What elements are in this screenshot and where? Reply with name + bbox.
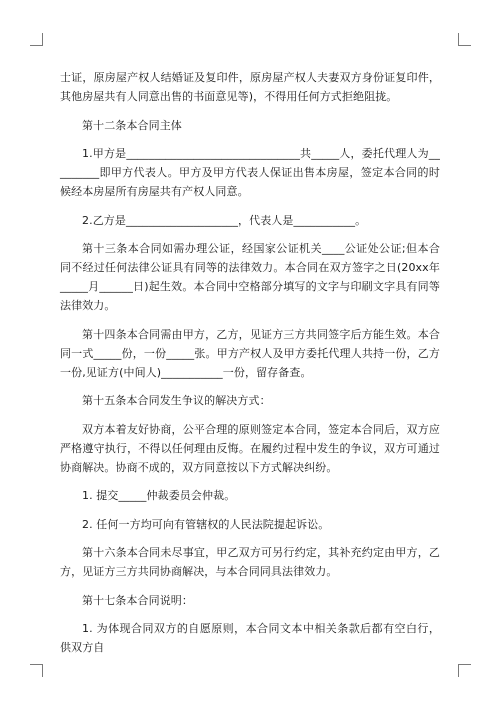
party-b-clause: 2.乙方是____________________，代表人是___________。 [82, 213, 367, 227]
arbitration-option: 1. 提交_____仲裁委员会仲裁。 [82, 489, 236, 502]
article-17-item-1: 1. 为体现合同双方的自愿原则，本合同文本中相关条款后都有空白行，供双方自 [60, 622, 440, 654]
paragraph-continuation: 士证，原房屋产权人结婚证及复印件，原房屋产权人夫妻双方身份证复印件，其他房屋共有人同意出售的书面意见等)，不得用任何方式拒绝阻拢。 [60, 71, 440, 103]
document-body [60, 68, 440, 667]
litigation-option: 2. 任何一方均可向有管辖权的人民法院提起诉讼。 [82, 517, 330, 531]
crop-mark-bottom-left [30, 664, 43, 677]
article-14: 第十四条本合同需由甲方，乙方，见证方三方共同签字后方能生效。本合同一式_____份，一份_____张。甲方产权人及甲方委托代理人共持一份，乙方一份,见证方(中间人)___________一份，留存备查。 [60, 327, 440, 379]
article-16: 第十六条本合同未尽事宜，甲乙双方可另行约定，其补充约定由甲方，乙方，见证方三方共同协商解决，与本合同同具法律效力。 [60, 546, 440, 578]
crop-mark-top-left [30, 33, 43, 46]
article-17-heading: 第十七条本合同说明： [82, 593, 193, 607]
party-a-clause: 1.甲方是_______________________________共_____人，委托代理人为_________即甲方代表人。甲方及甲方代表人保证出售本房屋，签定本合同的时候经本房屋所有房屋共有产权人同意。 [60, 147, 440, 198]
crop-mark-bottom-right [458, 664, 471, 677]
dispute-resolution-text: 双方本着友好协商，公平合理的原则签定本合同，签定本合同后，双方应严格遵守执行，不得以任何理由反悔。在履约过程中发生的争议，双方可通过协商解决。协商不成的，双方同意按以下方式解决纠纷。 [60, 422, 440, 474]
article-12-heading: 第十二条本合同主体 [82, 118, 182, 132]
crop-mark-top-right [458, 33, 471, 46]
article-13: 第十三条本合同如需办理公证，经国家公证机关____公证处公证;但本合同不经过任何法律公证具有同等的法律效力。本合同在双方签字之日(20xx年_____月______日)起生效。本合同中空格部分填写的文字与印刷文字具有同等法律效力。 [60, 242, 440, 312]
article-15-heading: 第十五条本合同发生争议的解决方式： [82, 394, 271, 407]
